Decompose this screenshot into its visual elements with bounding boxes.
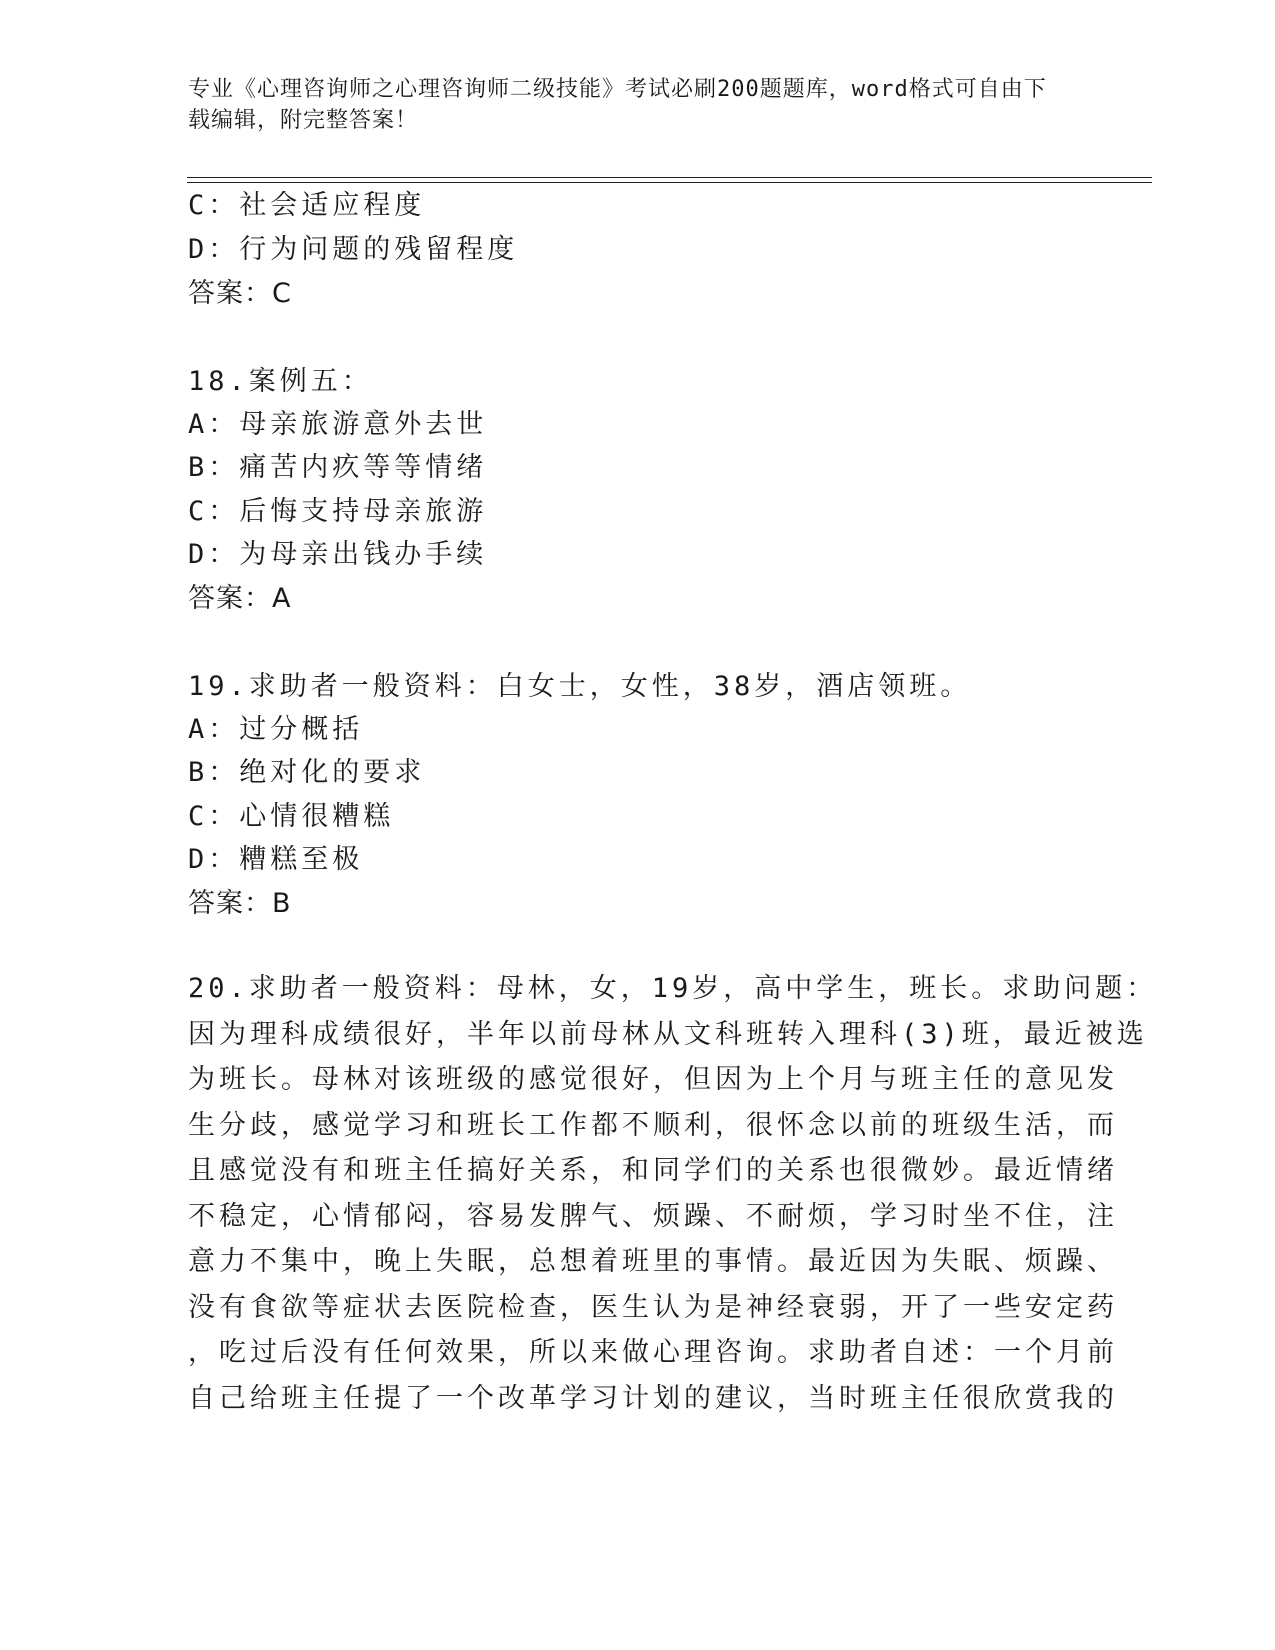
q17-option-d: D：行为问题的残留程度 — [188, 234, 519, 265]
q19-option-a: A：过分概括 — [188, 714, 364, 745]
q17-answer: 答案：C — [188, 278, 292, 309]
q20-line: 为班长。母林对该班级的感觉很好，但因为上个月与班主任的意见发 — [188, 1064, 1118, 1095]
q20-line: 意力不集中，晚上失眠，总想着班里的事情。最近因为失眠、烦躁、 — [188, 1246, 1118, 1277]
q20-line: 因为理科成绩很好，半年以前母林从文科班转入理科(3)班，最近被选 — [188, 1018, 1148, 1050]
q20-line: 没有食欲等症状去医院检查，医生认为是神经衰弱，开了一些安定药 — [188, 1291, 1118, 1323]
q19-answer: 答案：B — [188, 888, 292, 919]
q20-line: 20.求助者一般资料：母林，女，19岁，高中学生，班长。求助问题： — [188, 973, 1158, 1004]
q18-option-b: B：痛苦内疚等等情绪 — [188, 452, 488, 483]
q18-option-a: A：母亲旅游意外去世 — [188, 409, 488, 440]
header-divider-bottom — [187, 182, 1152, 183]
q19-stem: 19.求助者一般资料：白女士，女性，38岁，酒店领班。 — [188, 671, 972, 702]
q19-option-b: B：绝对化的要求 — [188, 757, 426, 788]
header-divider-top — [187, 177, 1152, 178]
q19-option-c: C：心情很糟糕 — [188, 801, 395, 832]
q18-option-d: D：为母亲出钱办手续 — [188, 539, 488, 570]
q20-stem — [188, 966, 1158, 1421]
q17-option-c: C：社会适应程度 — [188, 190, 426, 221]
q20-line: 且感觉没有和班主任搞好关系，和同学们的关系也很微妙。最近情绪 — [188, 1155, 1118, 1186]
q18-answer: 答案：A — [188, 583, 292, 614]
q20-line: 自己给班主任提了一个改革学习计划的建议，当时班主任很欣赏我的 — [188, 1382, 1118, 1414]
q20-line: 不稳定，心情郁闷，容易发脾气、烦躁、不耐烦，学习时坐不住，注 — [188, 1200, 1118, 1232]
q19-option-d: D：糟糕至极 — [188, 844, 364, 875]
q18-option-c: C：后悔支持母亲旅游 — [188, 496, 488, 527]
document-header: 专业《心理咨询师之心理咨询师二级技能》考试必刷200题题库，word格式可自由下载编辑，附完整答案！ — [188, 77, 1047, 133]
q20-line: ，吃过后没有任何效果，所以来做心理咨询。求助者自述：一个月前 — [188, 1337, 1118, 1368]
q20-line: 生分歧，感觉学习和班长工作都不顺利，很怀念以前的班级生活，而 — [188, 1109, 1118, 1141]
q18-stem: 18.案例五： — [188, 366, 373, 397]
